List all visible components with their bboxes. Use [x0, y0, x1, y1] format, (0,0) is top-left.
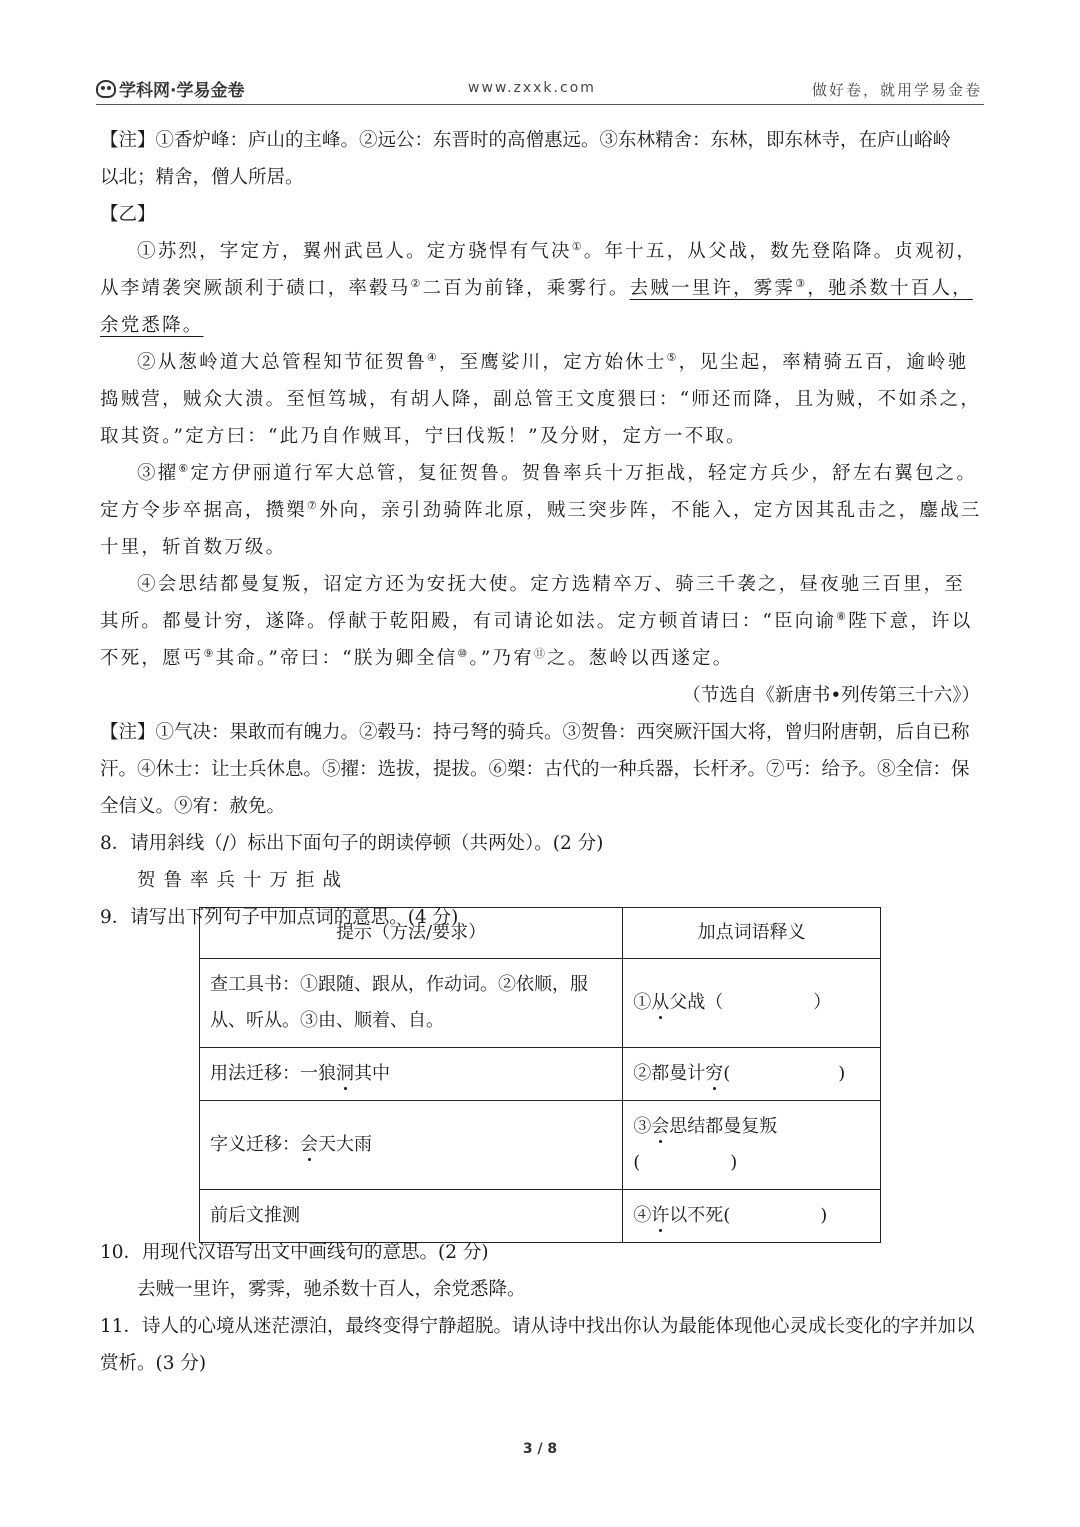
hint-cell: 查工具书：①跟随、跟从，作动词。②依顺，服从、听从。③由、顺着、自。	[200, 959, 623, 1048]
table-row	[200, 1101, 881, 1190]
page-content	[100, 122, 984, 936]
logo	[96, 76, 244, 101]
questions-after-table	[100, 1234, 984, 1382]
dotted-word: 穷	[705, 1063, 724, 1084]
underlined-sentence: 去贼一里许，雾霁③，驰杀数十百人，余党悉降。	[100, 276, 973, 336]
yi-heading: 【乙】	[100, 204, 156, 225]
question-8-sentence: 贺鲁率兵十万拒战	[137, 870, 350, 891]
dotted-word: 从	[651, 992, 670, 1013]
hint-cell: 用法迁移：一狼洞其中	[200, 1048, 623, 1101]
question-10-prompt: 10．用现代汉语写出文中画线句的意思。(2 分)	[100, 1242, 489, 1263]
page-header	[96, 74, 984, 105]
table-row	[200, 1048, 881, 1101]
table-header-meaning: 加点词语释义	[623, 908, 881, 959]
note-yi: 【注】①气决：果敢而有魄力。②毂马：持弓弩的骑兵。③贺鲁：西突厥汗国大将，曾归附唐朝，后自已称汗。④休士：让士兵休息。⑤擢：选拔，提拔。⑥槊：古代的一种兵器，长杆矛。⑦丐：给予。⑧全信：保全信义。⑨宥：赦免。	[100, 722, 970, 817]
question-11-prompt: 11．诗人的心境从迷茫漂泊，最终变得宁静超脱。请从诗中找出你认为最能体现他心灵成长变化的字并加以赏析。(3 分)	[100, 1316, 975, 1374]
dotted-word: 会	[300, 1134, 318, 1155]
note-jia-line2: 以北；精舍，僧人所居。	[100, 167, 304, 188]
hint-cell: 前后文推测	[200, 1190, 623, 1243]
question-8-prompt: 8．请用斜线（/）标出下面句子的朗读停顿（共两处）。(2 分)	[100, 833, 604, 854]
passage-paragraph-2: ②从葱岭道大总管程知节征贺鲁④，至鹰娑川，定方始休士⑤，见尘起，率精骑五百，逾岭驰捣贼营，贼众大溃。至恒笃城，有胡人降，副总管王文度猥曰：“师还而降，且为贼，不如杀之，取其资。”定方曰：“此乃自作贼耳，宁曰伐叛！”及分财，定方一不取。	[100, 350, 982, 447]
header-slogan: 做好卷，就用学易金卷	[811, 81, 982, 99]
passage-paragraph-3: ③擢⑥定方伊丽道行军大总管，复征贺鲁。贺鲁率兵十万拒战，轻定方兵少，舒左右翼包之。定方令步卒据高，攒槊⑦外向，亲引劲骑阵北原，贼三突步阵，不能入，定方因其乱击之，鏖战三十里，斩首数万级。	[100, 461, 982, 558]
dotted-word: 许	[651, 1205, 670, 1226]
hint-cell: 字义迁移：会天大雨	[200, 1101, 623, 1190]
question-10-sentence: 去贼一里许，雾霁，驰杀数十百人，余党悉降。	[137, 1279, 526, 1300]
answer-cell[interactable]: ③会思结都曼复叛 ( )	[623, 1101, 881, 1190]
answer-cell[interactable]: ①从父战（ ）	[623, 959, 881, 1048]
answer-cell[interactable]: ④许以不死( )	[623, 1190, 881, 1243]
question-9-prompt: 9．请写出下列句子中加点词的意思。(4 分)	[100, 907, 459, 928]
table-header-row	[200, 908, 881, 959]
logo-owl-icon	[96, 80, 116, 98]
dotted-word: 洞	[336, 1063, 354, 1084]
page-number: 3 / 8	[522, 1441, 558, 1457]
answer-cell[interactable]: ②都曼计穷( )	[623, 1048, 881, 1101]
table-header-hint: 提示（方法/要求）	[200, 908, 623, 959]
logo-text: 学科网·学易金卷	[119, 81, 245, 101]
dotted-word: 会	[651, 1116, 670, 1137]
question-9-table	[199, 907, 881, 1243]
note-jia-line1: 【注】①香炉峰：庐山的主峰。②远公：东晋时的高僧惠远。③东林精舍：东林，即东林寺，在庐山峪岭	[100, 130, 952, 151]
source-citation: （节选自《新唐书•列传第三十六》）	[682, 685, 980, 706]
site-url: www.zxxk.com	[468, 80, 596, 96]
table-row	[200, 959, 881, 1048]
passage-paragraph-4: ④会思结都曼复叛，诏定方还为安抚大使。定方选精卒万、骑三千袭之，昼夜驰三百里，至其所。都曼计穷，遂降。俘献于乾阳殿，有司请论如法。定方顿首请曰：“臣向谕⑧陛下意，许以不死，愿丐⑨其命。”帝曰：“朕为卿全信⑩。”乃宥⑪之。葱岭以西遂定。	[100, 574, 973, 669]
passage-paragraph-1: ①苏烈，字定方，翼州武邑人。定方骁悍有气决①。年十五，从父战，数先登陷降。贞观初，从李靖袭突厥颉利于碛口，率毂马②二百为前锋，乘雾行。去贼一里许，雾霁③，驰杀数十百人，余党悉降。	[100, 239, 978, 336]
